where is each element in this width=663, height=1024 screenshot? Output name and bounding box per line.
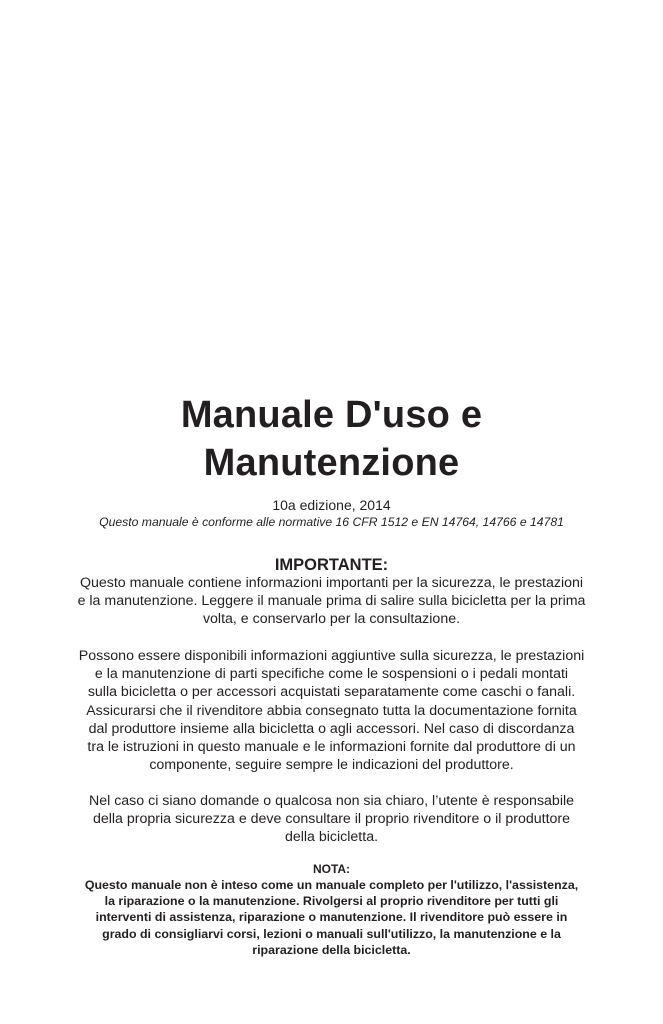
paragraph-line: sulla bicicletta o per accessori acquistati separatamente come caschi o fanali. [87, 684, 576, 701]
title-line: Manuale D'uso e [180, 394, 483, 436]
paragraph-line: della propria sicurezza e deve consultare il proprio rivenditore o il produttore [92, 811, 571, 828]
paragraph-line: componente, seguire sempre le indicazioni del produttore. [149, 757, 514, 774]
nota-line: Questo manuale non è inteso come un manuale completo per l'utilizzo, l'assistenza, [84, 878, 579, 892]
paragraph-line: della bicicletta. [284, 829, 379, 846]
title-line: Manutenzione [203, 442, 460, 484]
nota-line: interventi di assistenza, riparazione o manutenzione. Il rivenditore può essere in [95, 910, 568, 925]
compliance-note: Questo manuale è conforme alle normative 16 CFR 1512 e EN 14764, 14766 e 14781 [99, 515, 564, 529]
paragraph-line: Questo manuale contiene informazioni importanti per la sicurezza, le prestazioni [79, 575, 584, 591]
paragraph-line: Nel caso ci siano domande o qualcosa non sia chiaro, l’utente è responsabile [88, 793, 575, 809]
important-heading: IMPORTANTE: [274, 556, 389, 574]
nota-line: riparazione della bicicletta. [252, 942, 411, 957]
paragraph-line: Assicurarsi che il rivenditore abbia consegnato tutta la documentazione fornita [86, 702, 577, 719]
nota-line: la riparazione o la manutenzione. Rivolgersi al proprio rivenditore per tutti gli [104, 894, 559, 909]
paragraph-line: volta, e conservarlo per la consultazione. [202, 611, 461, 628]
paragraph-line: e la manutenzione di parti specifiche come le sospensioni o i pedali montati [94, 666, 569, 683]
nota-text [50, 877, 613, 958]
important-paragraph-2 [56, 647, 607, 774]
important-paragraph-1 [56, 574, 607, 629]
important-paragraph-3 [56, 792, 607, 847]
nota-label: NOTA: [312, 862, 351, 876]
paragraph-line: Possono essere disponibili informazioni aggiuntive sulla sicurezza, le prestazioni [78, 648, 585, 664]
paragraph-line: tra le istruzioni in questo manuale e le informazioni fornite dal produttore di un [87, 739, 576, 756]
document-title [0, 391, 663, 487]
edition-label: 10a edizione, 2014 [272, 497, 391, 513]
paragraph-line: e la manutenzione. Leggere il manuale prima di salire sulla bicicletta per la prima [77, 593, 586, 610]
nota-line: grado di consigliarvi corsi, lezioni o manuali sull'utilizzo, la manutenzione e la [102, 926, 561, 941]
paragraph-line: dal produttore insieme alla bicicletta o agli accessori. Nel caso di discordanza [88, 720, 575, 737]
